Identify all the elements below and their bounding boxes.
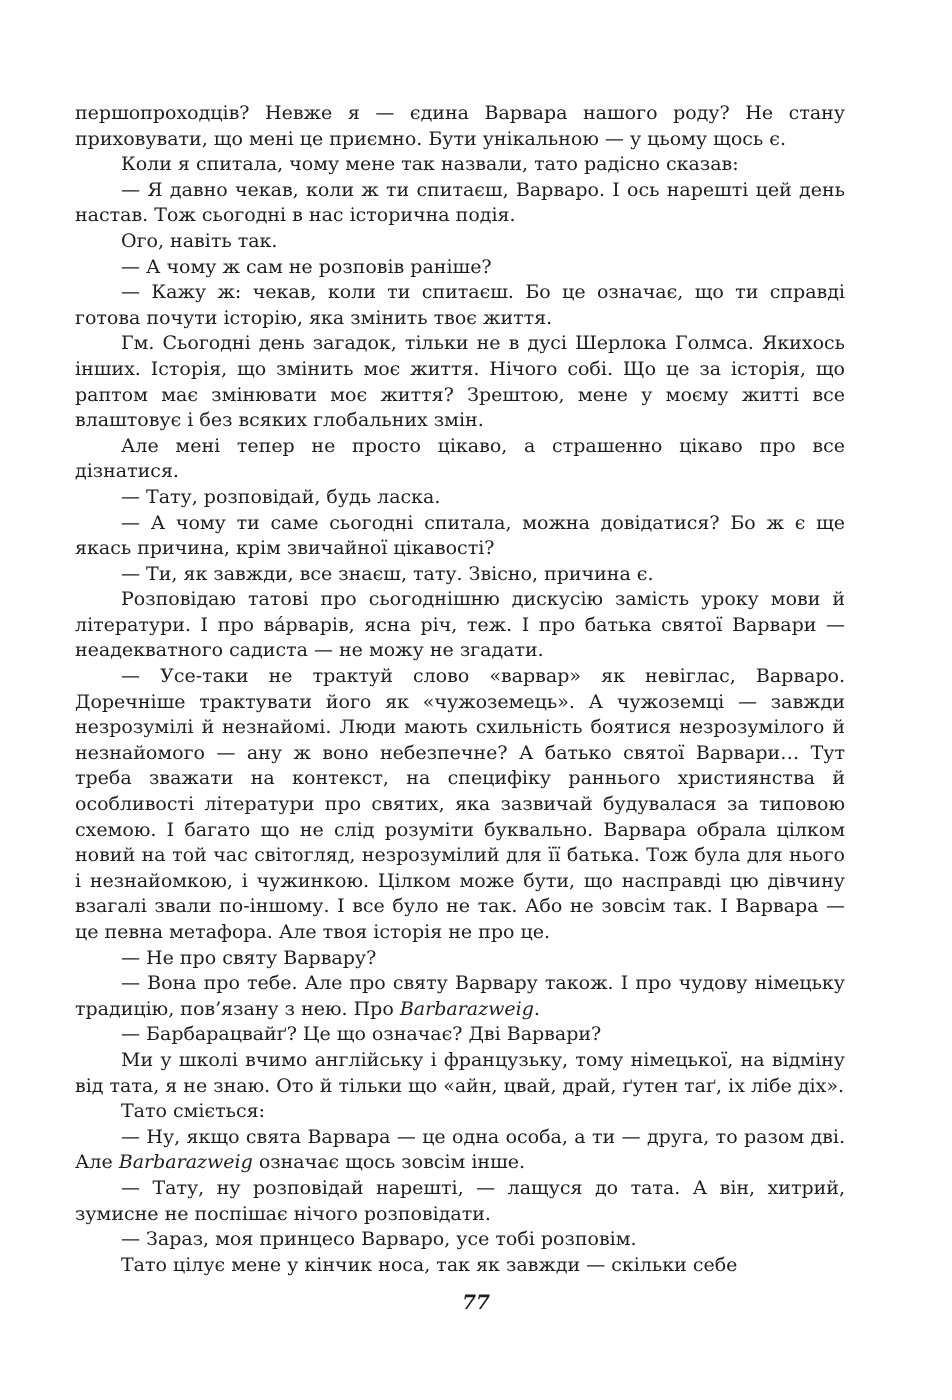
paragraph bbox=[75, 280, 845, 331]
paragraph bbox=[75, 1048, 845, 1099]
paragraph bbox=[75, 152, 845, 178]
paragraph-text: означає щось зовсім інше. bbox=[252, 1151, 526, 1174]
paragraph bbox=[75, 511, 845, 562]
paragraph bbox=[75, 485, 845, 511]
paragraph-text: — Барбарацвайґ? Це що означає? Дві Варвари? bbox=[121, 1023, 602, 1046]
paragraph-text: — А чому ж сам не розповів раніше? bbox=[121, 255, 492, 278]
paragraph-text: — Зараз, моя принцесо Варваро, усе тобі розповім. bbox=[121, 1228, 637, 1251]
paragraph bbox=[75, 562, 845, 588]
paragraph bbox=[75, 101, 845, 152]
paragraph-text: — Тату, розповідай, будь ласка. bbox=[121, 485, 441, 508]
paragraph-text: Ого, навіть так. bbox=[121, 229, 278, 252]
paragraph-text: . bbox=[533, 997, 540, 1020]
paragraph-text: — Кажу ж: чекав, коли ти спитаєш. Бо це означає, що ти справді готова почути історію, яка змінить твоє життя. bbox=[75, 281, 845, 329]
paragraph bbox=[75, 587, 845, 664]
paragraph-text: Коли я спитала, чому мене так назвали, тато радісно сказав: bbox=[121, 153, 739, 176]
paragraph-text: Але мені тепер не просто цікаво, а страшенно цікаво про все дізнатися. bbox=[75, 434, 845, 483]
paragraph bbox=[75, 178, 845, 229]
paragraph bbox=[75, 946, 845, 972]
page-body bbox=[75, 101, 845, 1278]
paragraph bbox=[75, 1022, 845, 1048]
paragraph bbox=[75, 1099, 845, 1125]
page-number: 77 bbox=[462, 1290, 490, 1314]
paragraph bbox=[75, 664, 845, 946]
paragraph-text: — Я давно чекав, коли ж ти спитаєш, Варваро. І ось нарешті цей день настав. Тож сьогодні в нас історична подія. bbox=[75, 178, 845, 227]
paragraph-text: — Ти, як завжди, все знаєш, тату. Звісно, причина є. bbox=[121, 562, 654, 585]
paragraph bbox=[75, 1176, 845, 1227]
italic-term: Barbarazweig bbox=[118, 1151, 253, 1174]
paragraph-text: — Усе-таки не трактуй слово «варвар» як невіглас, Варваро. Доречніше трактувати його як «чужоземець». А чужоземці — завжди незрозумілі й незнайомі. Люди мають схильність боятися незрозумілого й незнайомого — ану ж воно небезпечне? А батько святої Варвари… Тут треба зважати на контекст, на специфіку раннього християнства й особливості літератури про святих, яка зазвичай будувалася за типовою схемою. І багато що не слід розуміти буквально. Варвара обрала цілком новий на той час світогляд, незрозумілий для її батька. Тож була для нього і незнайомкою, і чужинкою. Цілком може бути, що насправді цю дівчину взагалі звали по-іншому. І все було не так. Або не зовсім так. І Варвара — це певна метафора. Але твоя історія не про це. bbox=[75, 665, 845, 943]
paragraph bbox=[75, 971, 845, 1022]
paragraph-text: Ми у школі вчимо англійську і французьку, тому німецької, на відміну від тата, я не знаю. Ото й тільки що «айн, цвай, драй, ґутен таґ, іх лібе діх». bbox=[75, 1048, 845, 1097]
paragraph bbox=[75, 1125, 845, 1176]
paragraph-text: — Ну, якщо свята Варвара — це одна особа, а ти — друга, то разом дві. Але bbox=[75, 1125, 845, 1174]
paragraph bbox=[75, 229, 845, 255]
paragraph-text: Тато цілує мене у кінчик носа, так як завжди — скільки себе bbox=[121, 1253, 738, 1276]
paragraph-text: — Тату, ну розповідай нарешті, — лащуся до тата. А він, хитрий, зумисне не поспішає нічого розповідати. bbox=[75, 1176, 845, 1225]
paragraph bbox=[75, 331, 845, 433]
paragraph-text: Гм. Сьогодні день загадок, тільки не в дусі Шерлока Голмса. Якихось інших. Історія, що змінить моє життя. Нічого собі. Що це за історія, що раптом має змінювати моє життя? Зрештою, мене у моєму житті все влаштовує і без всяких глобальних змін. bbox=[75, 332, 845, 432]
paragraph bbox=[75, 1227, 845, 1253]
paragraph bbox=[75, 434, 845, 485]
paragraph-text: першопроходців? Невже я — єдина Варвара нашого роду? Не стану приховувати, що мені це приємно. Бути унікальною — у цьому щось є. bbox=[75, 102, 845, 150]
paragraph bbox=[75, 255, 845, 281]
italic-term: Barbarazweig bbox=[399, 997, 534, 1020]
paragraph-text: — Вона про тебе. Але про святу Варвару також. І про чудову німецьку традицію, пов’язану з нею. Про bbox=[75, 972, 845, 1020]
paragraph bbox=[75, 1253, 845, 1279]
paragraph-text: — Не про святу Варвару? bbox=[121, 946, 377, 969]
paragraph-text: Тато сміється: bbox=[121, 1100, 266, 1123]
paragraph-text: Розповідаю татові про сьогоднішню дискусію замість уроку мови й літератури. І про ва́рварів, ясна річ, теж. І про батька святої Варвари — неадекватного садиста — не можу не згадати. bbox=[75, 588, 845, 662]
paragraph-text: — А чому ти саме сьогодні спитала, можна довідатися? Бо ж є ще якась причина, крім звичайної цікавості? bbox=[75, 511, 845, 560]
